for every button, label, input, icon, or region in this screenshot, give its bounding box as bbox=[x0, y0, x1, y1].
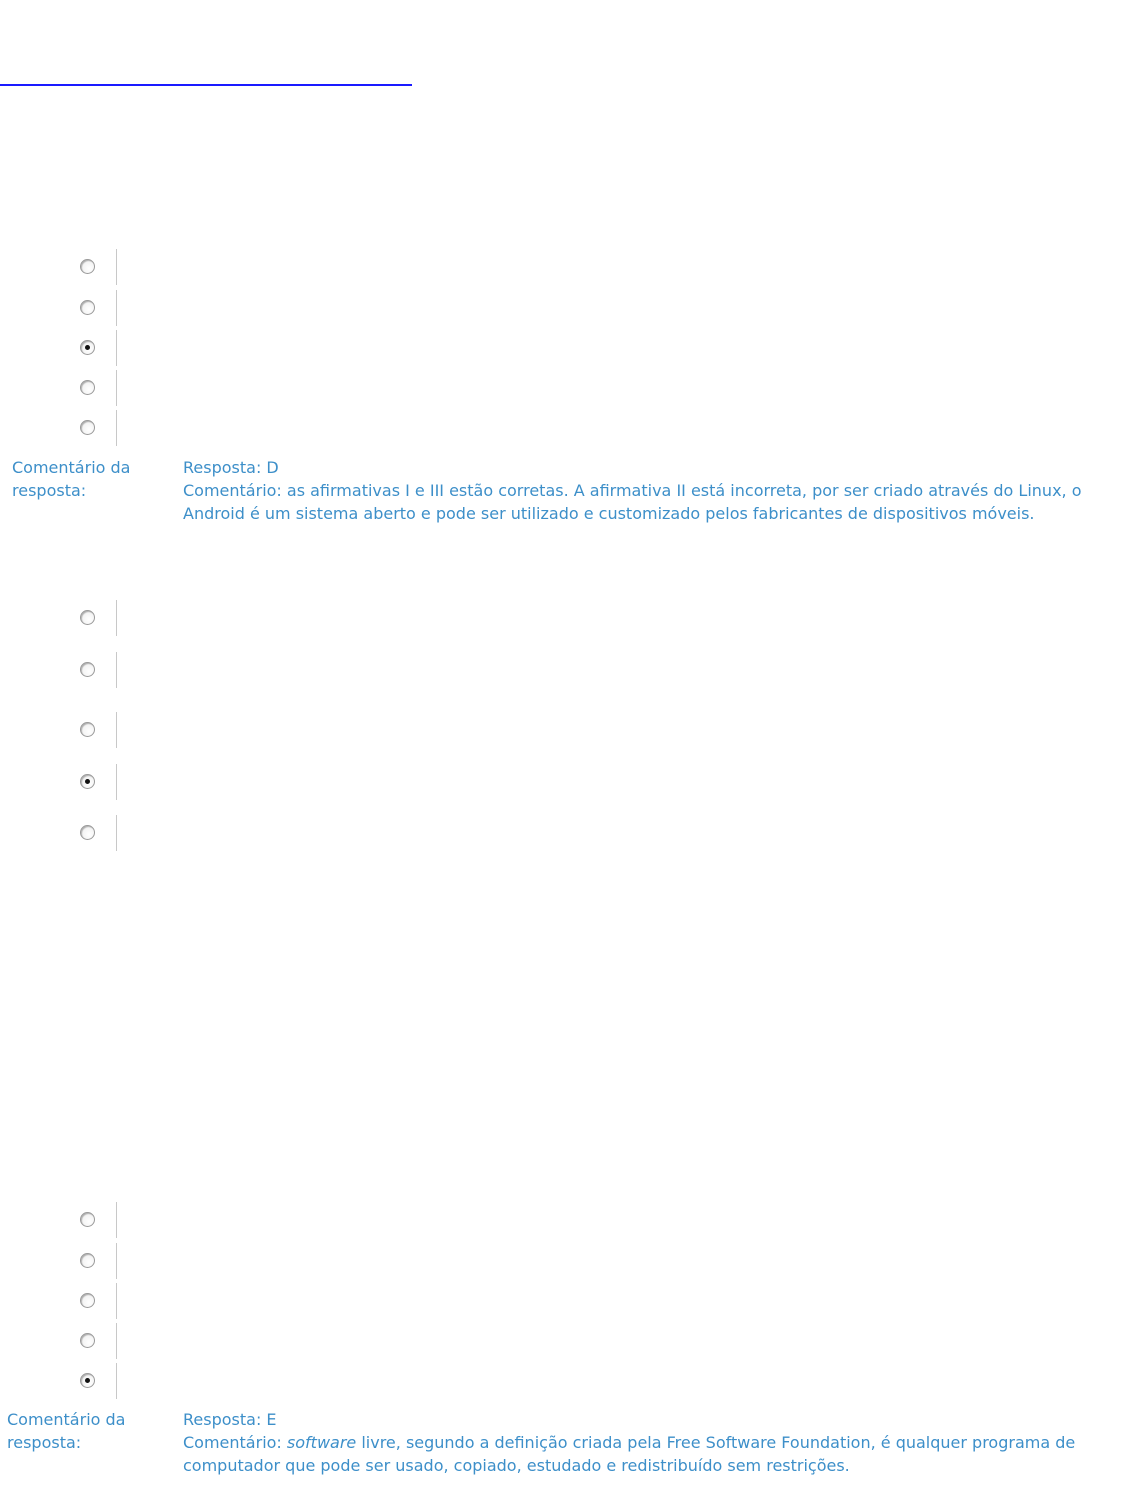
answer-option-row[interactable] bbox=[78, 249, 138, 285]
option-divider bbox=[116, 330, 117, 366]
answer-option-row[interactable] bbox=[78, 764, 138, 800]
comment-label-line: resposta: bbox=[7, 1433, 82, 1452]
answer-option-row[interactable] bbox=[78, 1323, 138, 1359]
option-divider bbox=[116, 249, 117, 285]
radio-button[interactable] bbox=[80, 420, 95, 435]
answer-option-row[interactable] bbox=[78, 1243, 138, 1279]
radio-button[interactable] bbox=[80, 610, 95, 625]
radio-button[interactable] bbox=[80, 722, 95, 737]
option-divider bbox=[116, 1323, 117, 1359]
comment-label-line: Comentário da bbox=[12, 458, 131, 477]
answer-comment-label bbox=[7, 1408, 157, 1454]
answer-option-row[interactable] bbox=[78, 290, 138, 326]
comment-rest: livre, segundo a definição criada pela Free Software Foundation, é qualquer programa de bbox=[356, 1433, 1076, 1452]
top-link-underline[interactable] bbox=[0, 84, 412, 86]
comment-text: Android é um sistema aberto e pode ser utilizado e customizado pelos fabricantes de dispositivos móveis. bbox=[183, 504, 1035, 523]
answer-option-row[interactable] bbox=[78, 410, 138, 446]
comment-label-line: resposta: bbox=[12, 481, 87, 500]
radio-button[interactable] bbox=[80, 825, 95, 840]
answer-option-row[interactable] bbox=[78, 370, 138, 406]
option-divider bbox=[116, 290, 117, 326]
comment-text bbox=[183, 1431, 1133, 1454]
radio-button[interactable] bbox=[80, 662, 95, 677]
option-divider bbox=[116, 652, 117, 688]
radio-button[interactable] bbox=[80, 300, 95, 315]
option-divider bbox=[116, 1243, 117, 1279]
option-divider bbox=[116, 815, 117, 851]
answer-option-row[interactable] bbox=[78, 1283, 138, 1319]
answer-option-row[interactable] bbox=[78, 652, 138, 688]
radio-button-selected[interactable] bbox=[80, 774, 95, 789]
answer-option-row[interactable] bbox=[78, 1202, 138, 1238]
option-divider bbox=[116, 764, 117, 800]
comment-text: computador que pode ser usado, copiado, estudado e redistribuído sem restrições. bbox=[183, 1456, 850, 1475]
radio-button[interactable] bbox=[80, 1333, 95, 1348]
option-divider bbox=[116, 1283, 117, 1319]
radio-button-selected[interactable] bbox=[80, 340, 95, 355]
answer-option-row[interactable] bbox=[78, 1363, 138, 1399]
answer-comment bbox=[183, 1408, 1133, 1477]
radio-button[interactable] bbox=[80, 259, 95, 274]
answer-key: Resposta: E bbox=[183, 1410, 277, 1429]
option-divider bbox=[116, 712, 117, 748]
answer-option-row[interactable] bbox=[78, 815, 138, 851]
radio-button[interactable] bbox=[80, 1293, 95, 1308]
comment-italic-term: software bbox=[286, 1433, 357, 1452]
comment-label-line: Comentário da bbox=[7, 1410, 126, 1429]
answer-key: Resposta: D bbox=[183, 458, 279, 477]
radio-button[interactable] bbox=[80, 380, 95, 395]
option-divider bbox=[116, 1202, 117, 1238]
answer-option-row[interactable] bbox=[78, 330, 138, 366]
answer-comment-label bbox=[12, 456, 162, 502]
radio-button[interactable] bbox=[80, 1212, 95, 1227]
answer-comment bbox=[183, 456, 1133, 525]
option-divider bbox=[116, 1363, 117, 1399]
comment-prefix: Comentário: bbox=[183, 1433, 287, 1452]
option-divider bbox=[116, 410, 117, 446]
comment-text: Comentário: as afirmativas I e III estão corretas. A afirmativa II está incorreta, por ser criado através do Linux, o bbox=[183, 481, 1082, 500]
radio-button[interactable] bbox=[80, 1253, 95, 1268]
option-divider bbox=[116, 600, 117, 636]
answer-option-row[interactable] bbox=[78, 712, 138, 748]
option-divider bbox=[116, 370, 117, 406]
radio-button-selected[interactable] bbox=[80, 1373, 95, 1388]
answer-option-row[interactable] bbox=[78, 600, 138, 636]
